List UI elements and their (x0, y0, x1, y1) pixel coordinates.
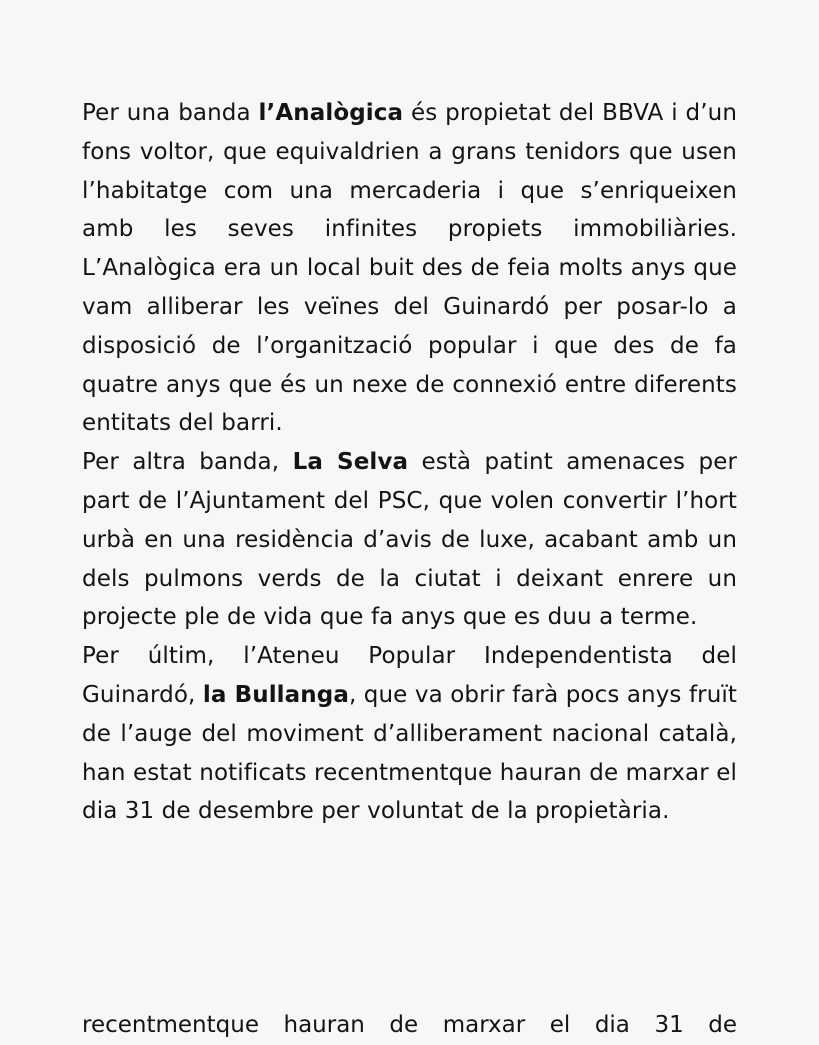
bold-term-la-bullanga: la Bullanga (202, 681, 349, 708)
next-page-bleed-line: recentmentque hauran de marxar el dia 31 de (82, 1012, 737, 1038)
paragraph-la-bullanga (82, 637, 737, 831)
text-run: Per una banda (82, 100, 259, 126)
text-run: Per últim, l’Ateneu Popular Independentista del Guinardó, (82, 643, 737, 708)
article-body (82, 94, 737, 831)
text-run: Per altra banda, (82, 449, 293, 476)
bold-term-analogica: l’Analògica (258, 100, 404, 126)
text-run: està patint amenaces per part de l’Ajuntament del PSC, que volen convertir l’hort urbà en una residència d’avis de luxe, acabant amb un dels pulmons verds de la ciutat i deixant enrere un projecte ple de vida que fa anys que es duu a terme. (82, 449, 738, 631)
paragraph-la-selva (82, 443, 737, 637)
text-run: , que va obrir farà pocs anys fruït de l’auge del moviment d’alliberament nacional català, han estat notificats recentmentque hauran de marxar el dia 31 de desembre per voluntat de la propietària. (82, 681, 737, 825)
text-run: és propietat del BBVA i d’un fons voltor, que equivaldrien a grans tenidors que usen l’habitatge com una mercaderia i que s’enriqueixen amb les seves infinites propiets immobiliàries. L’Analògica era un local buit des de feia molts anys que vam alliberar les veïnes del Guinardó per posar-lo a disposició de l’organització popular i que des de fa quatre anys que és un nexe de connexió entre diferents entitats del barri. (82, 100, 738, 437)
bold-term-la-selva: La Selva (292, 449, 409, 476)
paragraph-analogica (82, 94, 737, 443)
